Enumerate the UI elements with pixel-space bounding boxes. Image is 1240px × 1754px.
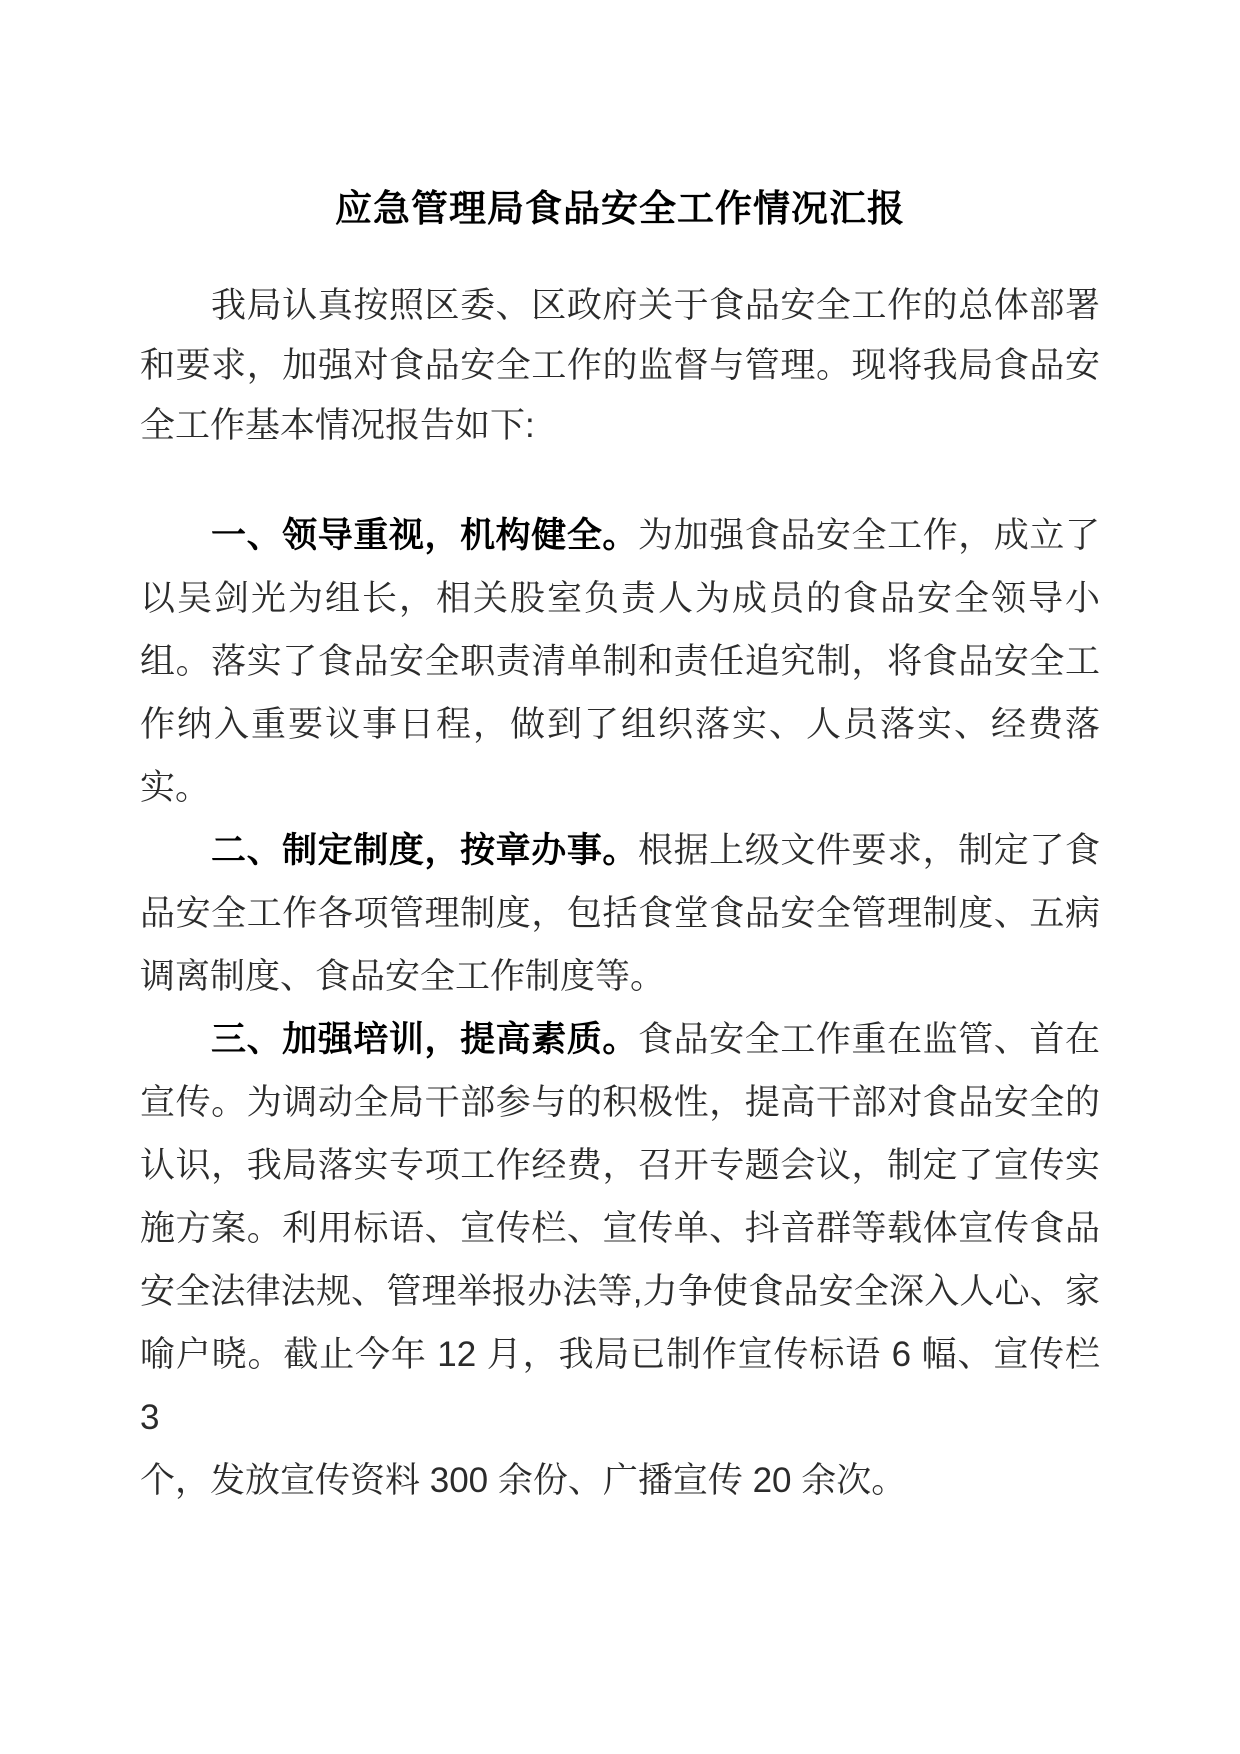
document-line [140,819,1100,882]
document-line [140,504,1100,567]
document-line [140,693,1100,756]
document-line [140,630,1100,693]
text-run: 以吴剑光为组长，相关股室负责人为成员的食品安全领导小 [140,579,1100,618]
document-line [140,1197,1100,1260]
document-line [140,1071,1100,1134]
section-heading-run: 三、加强培训，提高素质。 [211,1020,638,1059]
document-body [140,276,1100,1512]
text-run: 我局认真按照区委、区政府关于食品安全工作的总体部署 [211,286,1100,325]
document-line [140,756,1100,819]
document-line [140,1323,1100,1449]
document-line [140,567,1100,630]
paragraph-section-2 [140,819,1100,1008]
document-line [140,1008,1100,1071]
text-run: 宣传。为调动全局干部参与的积极性，提高干部对食品安全的 [140,1083,1100,1122]
text-run: 全工作基本情况报告如下: [140,406,535,445]
text-run: 实。 [140,768,211,807]
text-run: 安全法律法规、管理举报办法等,力争使食品安全深入人心、家 [140,1272,1100,1311]
text-run: 喻户晓。截止今年 12 月，我局已制作宣传标语 6 幅、宣传栏 3 [140,1335,1100,1437]
text-run: 品安全工作各项管理制度，包括食堂食品安全管理制度、五病 [140,894,1100,933]
document-line [140,396,1100,456]
text-run: 调离制度、食品安全工作制度等。 [140,957,666,996]
section-heading-run: 一、领导重视，机构健全。 [211,516,638,555]
text-run: 为加强食品安全工作，成立了 [638,516,1100,555]
text-run: 施方案。利用标语、宣传栏、宣传单、抖音群等载体宣传食品 [140,1209,1100,1248]
paragraph-section-1 [140,504,1100,819]
text-run: 和要求，加强对食品安全工作的监督与管理。现将我局食品安 [140,346,1100,385]
document-line [140,882,1100,945]
paragraph-intro [140,276,1100,456]
document-line [140,1134,1100,1197]
text-run: 组。落实了食品安全职责清单制和责任追究制，将食品安全工 [140,642,1100,681]
document-line [140,336,1100,396]
text-run: 认识，我局落实专项工作经费，召开专题会议，制定了宣传实 [140,1146,1100,1185]
document-line [140,1260,1100,1323]
text-run: 根据上级文件要求，制定了食 [638,831,1100,870]
document-line [140,1449,1100,1512]
text-run: 作纳入重要议事日程，做到了组织落实、人员落实、经费落 [140,705,1100,744]
paragraph-section-3 [140,1008,1100,1512]
document-title: 应急管理局食品安全工作情况汇报 [335,188,905,229]
text-run: 食品安全工作重在监管、首在 [638,1020,1100,1059]
section-heading-run: 二、制定制度，按章办事。 [211,831,638,870]
text-run: 个，发放宣传资料 300 余份、广播宣传 20 余次。 [140,1461,907,1500]
document-line [140,276,1100,336]
document-line [140,945,1100,1008]
